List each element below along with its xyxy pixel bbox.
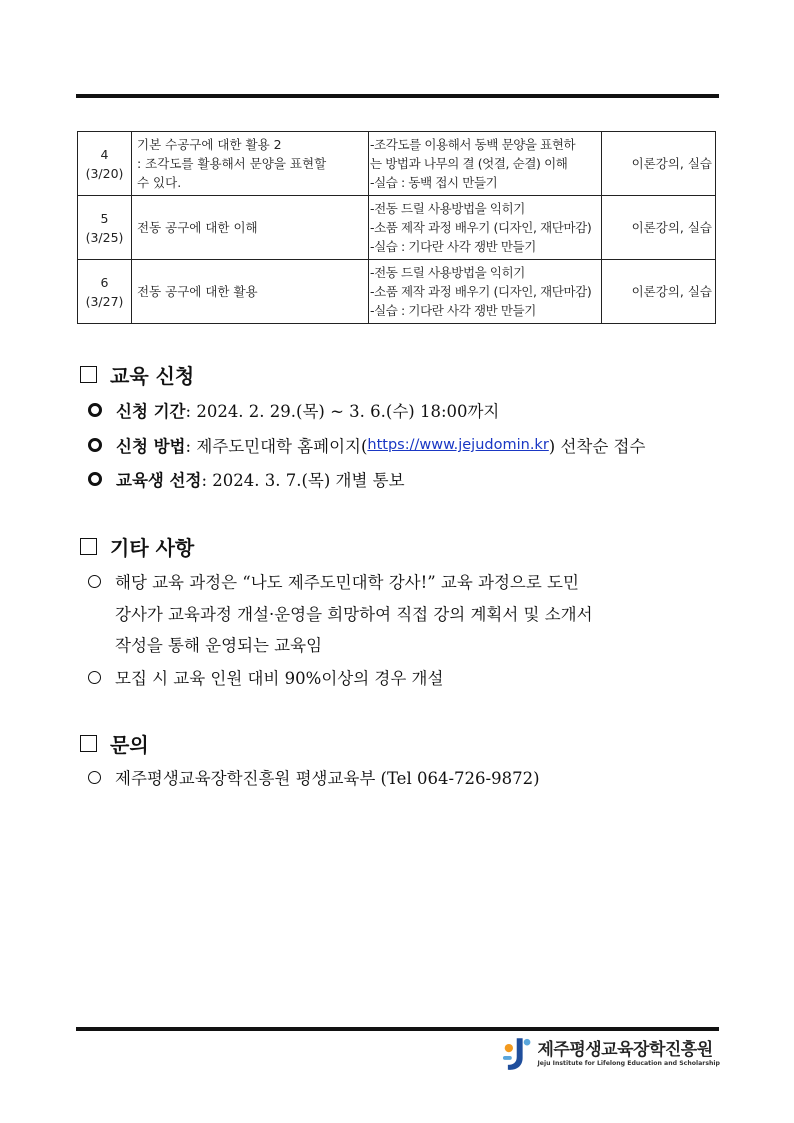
session-date: (3/25) — [85, 229, 124, 245]
application-method — [88, 433, 645, 457]
logo-text — [537, 1040, 720, 1068]
method-label: 신청 방법 — [116, 437, 186, 456]
inquiry-title: 문의 — [110, 733, 149, 757]
inquiry-heading — [80, 729, 149, 758]
topic-line: : 조각도를 활용해서 문양을 표현할 — [137, 156, 327, 171]
note-line: 강사가 교육과정 개설·운영을 희망하여 직접 강의 계획서 및 소개서 — [115, 605, 593, 624]
footer-logo — [500, 1034, 720, 1074]
application-heading — [80, 360, 194, 389]
topic-line: 전동 공구에 대한 활용 — [137, 284, 258, 299]
content-line: -실습 : 동백 접시 만들기 — [370, 175, 498, 190]
application-selection — [88, 467, 405, 491]
etc-heading — [80, 532, 194, 561]
period-label: 신청 기간 — [116, 402, 186, 421]
square-bullet-icon — [80, 366, 97, 383]
application-title: 교육 신청 — [110, 364, 195, 388]
session-date: (3/20) — [85, 165, 124, 181]
topic-cell — [132, 196, 369, 260]
org-name: 제주평생교육장학진흥원 — [537, 1040, 713, 1060]
content-cell — [369, 196, 602, 260]
method-value-post: ) 선착순 접수 — [548, 437, 646, 456]
note-line: 해당 교육 과정은 “나도 제주도민대학 강사!” 교육 과정으로 도민 — [115, 573, 579, 592]
footer-rule — [76, 1027, 719, 1031]
circle-bullet-icon — [88, 671, 101, 684]
topic-cell — [132, 132, 369, 196]
content-line: -전동 드릴 사용방법을 익히기 — [370, 265, 525, 280]
content-line: -전동 드릴 사용방법을 익히기 — [370, 201, 525, 216]
table-row — [78, 132, 716, 196]
topic-line: 기본 수공구에 대한 활용 2 — [137, 137, 282, 152]
circle-bullet-icon — [88, 472, 102, 486]
circle-bullet-icon — [88, 403, 102, 417]
etc-note-1 — [88, 569, 579, 593]
table-row — [78, 260, 716, 324]
method-value-pre: : 제주도민대학 홈페이지( — [185, 437, 368, 456]
note-text: 모집 시 교육 인원 대비 90%이상의 경우 개설 — [115, 669, 444, 688]
homepage-link[interactable]: https://www.jejudomin.kr — [367, 437, 549, 453]
circle-bullet-icon — [88, 438, 102, 452]
square-bullet-icon — [80, 538, 97, 555]
table-row — [78, 196, 716, 260]
circle-bullet-icon — [88, 575, 101, 588]
header-rule — [76, 94, 719, 98]
session-cell — [78, 196, 132, 260]
content-line: -소품 제작 과정 배우기 (디자인, 재단마감) — [370, 220, 592, 235]
selection-label: 교육생 선정 — [116, 471, 202, 490]
content-cell — [369, 132, 602, 196]
topic-line: 전동 공구에 대한 이해 — [137, 220, 258, 235]
content-line: -조각도를 이용해서 동백 문양을 표현하 — [370, 137, 576, 152]
method-cell: 이론강의, 실습 — [602, 196, 716, 260]
note-line: 작성을 통해 운영되는 교육임 — [115, 636, 323, 655]
period-value: : 2024. 2. 29.(목) ~ 3. 6.(수) 18:00까지 — [185, 402, 500, 421]
content-line: -소품 제작 과정 배우기 (디자인, 재단마감) — [370, 284, 592, 299]
schedule-table — [77, 131, 716, 324]
session-number: 4 — [100, 146, 109, 162]
session-date: (3/27) — [85, 293, 124, 309]
square-bullet-icon — [80, 735, 97, 752]
session-number: 6 — [100, 274, 109, 290]
org-name-en: Jeju Institute for Lifelong Education and Scholarship — [537, 1060, 720, 1067]
session-number: 5 — [100, 210, 109, 226]
etc-title: 기타 사항 — [110, 536, 195, 560]
session-cell — [78, 132, 132, 196]
content-line: -실습 : 기다란 사각 쟁반 만들기 — [370, 303, 536, 318]
etc-note-2 — [88, 665, 443, 689]
method-cell: 이론강의, 실습 — [602, 132, 716, 196]
method-cell: 이론강의, 실습 — [602, 260, 716, 324]
application-period — [88, 398, 499, 422]
content-line: -실습 : 기다란 사각 쟁반 만들기 — [370, 239, 536, 254]
contact-text: 제주평생교육장학진흥원 평생교육부 (Tel 064-726-9872) — [115, 769, 540, 788]
topic-cell — [132, 260, 369, 324]
inquiry-contact — [88, 765, 540, 789]
session-cell — [78, 260, 132, 324]
content-cell — [369, 260, 602, 324]
circle-bullet-icon — [88, 771, 101, 784]
institute-logo-icon — [500, 1036, 531, 1072]
content-line: 는 방법과 나무의 결 (엇결, 순결) 이해 — [370, 156, 568, 171]
topic-line: 수 있다. — [137, 175, 182, 190]
selection-value: : 2024. 3. 7.(목) 개별 통보 — [201, 471, 405, 490]
